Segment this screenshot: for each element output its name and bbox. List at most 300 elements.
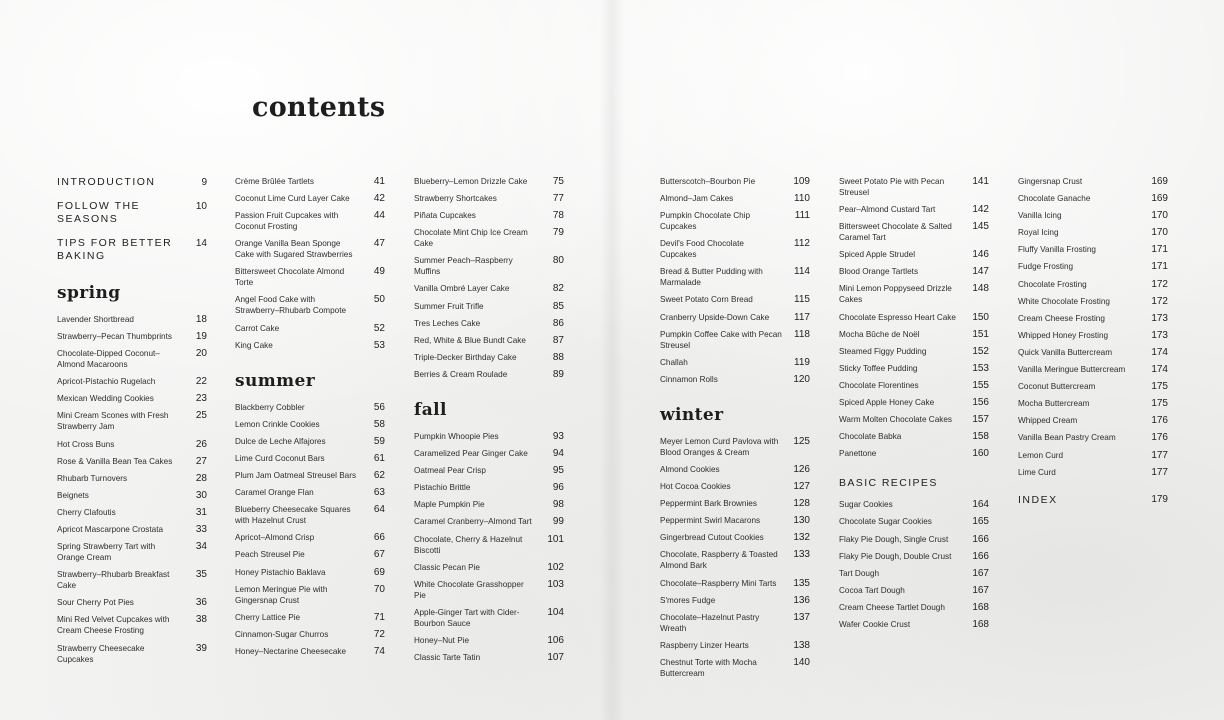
page-number: 166 bbox=[972, 533, 989, 545]
fall-list bbox=[414, 431, 564, 663]
recipe-title: Mexican Wedding Cookies bbox=[57, 394, 154, 404]
recipe-title: Pumpkin Chocolate Chip Cupcakes bbox=[660, 211, 751, 232]
recipe-title: Caramel Cranberry–Almond Tart bbox=[414, 517, 532, 527]
toc-entry bbox=[839, 363, 989, 374]
recipe-title: Apricot–Almond Crisp bbox=[235, 533, 315, 543]
page-number: 176 bbox=[1151, 415, 1168, 427]
recipe-title: Apricot Mascarpone Crostata bbox=[57, 525, 164, 535]
page-number: 33 bbox=[195, 524, 207, 536]
page-number: 72 bbox=[373, 628, 385, 640]
page-number: 166 bbox=[972, 550, 989, 562]
toc-entry bbox=[235, 584, 385, 606]
toc-entry bbox=[235, 323, 385, 334]
recipe-title: Flaky Pie Dough, Double Crust bbox=[839, 551, 952, 561]
toc-entry bbox=[57, 507, 207, 518]
toc-entry bbox=[660, 481, 810, 492]
recipe-title: Lemon Crinkle Cookies bbox=[235, 419, 320, 429]
toc-entry bbox=[839, 266, 989, 277]
page-number: 147 bbox=[972, 266, 989, 278]
toc-entry bbox=[414, 335, 564, 346]
recipe-title: Orange Vanilla Bean Sponge Cake with Sugared Strawberries bbox=[235, 239, 353, 260]
recipe-title: Pear–Almond Custard Tart bbox=[839, 205, 936, 215]
toc-entry bbox=[235, 470, 385, 481]
recipe-title: Chocolate-Dipped Coconut–Almond Macaroons bbox=[57, 349, 160, 370]
page-number: 103 bbox=[547, 578, 564, 590]
recipe-title: Pumpkin Whoopie Pies bbox=[414, 431, 499, 441]
page-number: 170 bbox=[1151, 210, 1168, 222]
recipe-title: Summer Peach–Raspberry Muffins bbox=[414, 256, 513, 277]
page-number: 56 bbox=[373, 401, 385, 413]
toc-entry bbox=[57, 456, 207, 467]
basic-recipes-list bbox=[839, 499, 989, 630]
fall-list-continued bbox=[660, 176, 810, 385]
recipe-title: Raspberry Linzer Hearts bbox=[660, 640, 749, 650]
page-number: 115 bbox=[794, 294, 810, 306]
toc-entry bbox=[660, 193, 810, 204]
page-number: 71 bbox=[373, 611, 385, 623]
page-number: 174 bbox=[1151, 364, 1168, 376]
recipe-title: Chocolate Frosting bbox=[1018, 279, 1087, 289]
toc-entry bbox=[839, 329, 989, 340]
page-number: 67 bbox=[373, 549, 385, 561]
toc-entry bbox=[57, 569, 207, 591]
front-matter-list bbox=[57, 176, 207, 263]
index-label: INDEX bbox=[1018, 493, 1058, 506]
front-matter-page: 10 bbox=[195, 201, 207, 212]
front-matter-label: INTRODUCTION bbox=[57, 176, 156, 188]
toc-entry bbox=[235, 238, 385, 260]
recipe-title: Pumpkin Coffee Cake with Pecan Streusel bbox=[660, 329, 782, 350]
recipe-title: Rose & Vanilla Bean Tea Cakes bbox=[57, 456, 173, 466]
recipe-title: Rhubarb Turnovers bbox=[57, 473, 128, 483]
front-matter-label: FOLLOW THE SEASONS bbox=[57, 200, 141, 225]
page-number: 50 bbox=[373, 294, 385, 306]
recipe-title: Lime Curd bbox=[1018, 467, 1056, 477]
recipe-title: Blueberry–Lemon Drizzle Cake bbox=[414, 177, 528, 186]
toc-entry bbox=[414, 193, 564, 204]
toc-entry bbox=[839, 568, 989, 579]
page-number: 117 bbox=[794, 311, 810, 323]
page-number: 27 bbox=[195, 455, 207, 467]
toc-entry bbox=[235, 294, 385, 316]
recipe-title: Bittersweet Chocolate & Salted Caramel Tart bbox=[839, 222, 952, 243]
page-number: 102 bbox=[547, 561, 564, 573]
summer-list-continued bbox=[414, 176, 564, 380]
toc-entry bbox=[660, 595, 810, 606]
page-number: 94 bbox=[552, 448, 564, 460]
page-number: 176 bbox=[1151, 432, 1168, 444]
page-number: 160 bbox=[972, 448, 989, 460]
index-page: 179 bbox=[1151, 493, 1168, 505]
recipe-title: White Chocolate Grasshopper Pie bbox=[414, 579, 524, 600]
recipe-title: Mini Lemon Poppyseed Drizzle Cakes bbox=[839, 284, 952, 305]
toc-entry bbox=[1018, 261, 1168, 272]
toc-entry bbox=[235, 340, 385, 351]
toc-entry bbox=[57, 314, 207, 325]
toc-entry bbox=[1018, 381, 1168, 392]
recipe-title: Chocolate Florentines bbox=[839, 380, 919, 390]
recipe-title: Hot Cross Buns bbox=[57, 439, 115, 449]
page-number: 140 bbox=[793, 656, 810, 668]
page-number: 152 bbox=[972, 345, 989, 357]
recipe-title: Almond Cookies bbox=[660, 464, 720, 474]
page-number: 93 bbox=[552, 430, 564, 442]
page-number: 175 bbox=[1151, 381, 1168, 393]
page-number: 99 bbox=[552, 516, 564, 528]
toc-entry bbox=[235, 402, 385, 413]
toc-entry bbox=[57, 490, 207, 501]
toc-entry bbox=[1018, 176, 1168, 187]
recipe-title: Cream Cheese Frosting bbox=[1018, 313, 1105, 323]
page-number: 41 bbox=[373, 176, 385, 187]
toc-entry bbox=[1018, 415, 1168, 426]
toc-entry bbox=[660, 176, 810, 187]
recipe-title: Whipped Cream bbox=[1018, 416, 1078, 426]
basic-recipes-list-continued bbox=[1018, 176, 1168, 478]
page-number: 86 bbox=[552, 317, 564, 329]
front-matter-page: 9 bbox=[201, 177, 207, 188]
toc-entry bbox=[414, 255, 564, 277]
recipe-title: Honey–Nectarine Cheesecake bbox=[235, 646, 347, 656]
recipe-title: Mocha Buttercream bbox=[1018, 399, 1090, 409]
page-number: 148 bbox=[972, 283, 989, 295]
toc-entry bbox=[839, 602, 989, 613]
page-number: 158 bbox=[972, 431, 989, 443]
recipe-title: Lavender Shortbread bbox=[57, 315, 134, 324]
recipe-title: Bread & Butter Pudding with Marmalade bbox=[660, 267, 763, 288]
page-number: 111 bbox=[794, 210, 810, 222]
recipe-title: Vanilla Icing bbox=[1018, 211, 1062, 221]
toc-entry bbox=[660, 498, 810, 509]
toc-entry bbox=[839, 585, 989, 596]
recipe-title: Mini Red Velvet Cupcakes with Cream Cheese Frosting bbox=[57, 615, 170, 636]
recipe-title: Honey Pistachio Baklava bbox=[235, 567, 326, 577]
recipe-title: Cocoa Tart Dough bbox=[839, 585, 905, 595]
page-number: 112 bbox=[794, 238, 810, 250]
toc-entry bbox=[839, 283, 989, 305]
toc-entry bbox=[839, 448, 989, 459]
section-heading-summer: summer bbox=[235, 370, 316, 391]
toc-entry bbox=[57, 524, 207, 535]
recipe-title: Honey–Nut Pie bbox=[414, 635, 470, 645]
recipe-title: Chocolate–Raspberry Mini Tarts bbox=[660, 578, 777, 588]
section-heading-basic-recipes: BASIC RECIPES bbox=[839, 477, 938, 490]
toc-entry bbox=[235, 453, 385, 464]
recipe-title: Carrot Cake bbox=[235, 323, 280, 333]
recipe-title: Tart Dough bbox=[839, 568, 880, 578]
page-number: 114 bbox=[794, 266, 810, 278]
toc-entry bbox=[414, 499, 564, 510]
toc-entry bbox=[235, 504, 385, 526]
recipe-title: Chocolate Mint Chip Ice Cream Cake bbox=[414, 228, 528, 249]
page-number: 128 bbox=[793, 498, 810, 510]
toc-entry bbox=[660, 312, 810, 323]
section-heading-spring: spring bbox=[57, 283, 121, 303]
recipe-title: Sour Cherry Pot Pies bbox=[57, 598, 134, 608]
recipe-title: Flaky Pie Dough, Single Crust bbox=[839, 534, 949, 544]
page-number: 20 bbox=[195, 348, 207, 360]
page-number: 135 bbox=[793, 577, 810, 589]
recipe-title: Chocolate, Cherry & Hazelnut Biscotti bbox=[414, 534, 523, 555]
page-number: 98 bbox=[552, 499, 564, 511]
toc-entry bbox=[1018, 432, 1168, 443]
recipe-title: Bittersweet Chocolate Almond Torte bbox=[235, 267, 345, 288]
recipe-title: Peppermint Bark Brownies bbox=[660, 499, 757, 509]
page-number: 130 bbox=[793, 515, 810, 527]
recipe-title: Maple Pumpkin Pie bbox=[414, 500, 485, 510]
toc-entry bbox=[660, 210, 810, 232]
toc-entry bbox=[414, 352, 564, 363]
page-number: 77 bbox=[552, 193, 564, 205]
toc-entry bbox=[1018, 279, 1168, 290]
page-number: 157 bbox=[972, 414, 989, 426]
recipe-title: Spiced Apple Strudel bbox=[839, 250, 916, 260]
recipe-title: Dulce de Leche Alfajores bbox=[235, 436, 326, 446]
toc-entry bbox=[57, 597, 207, 608]
page-number: 119 bbox=[794, 356, 810, 368]
page-number: 173 bbox=[1151, 329, 1168, 341]
recipe-title: Chocolate, Raspberry & Toasted Almond Bark bbox=[660, 550, 778, 571]
page-number: 35 bbox=[195, 569, 207, 581]
page-number: 53 bbox=[373, 339, 385, 351]
recipe-title: Summer Fruit Trifle bbox=[414, 301, 484, 311]
toc-entry bbox=[414, 227, 564, 249]
toc-column-2 bbox=[235, 176, 385, 663]
toc-entry bbox=[414, 562, 564, 573]
page-number: 78 bbox=[552, 210, 564, 222]
recipe-title: Meyer Lemon Curd Pavlova with Blood Oranges & Cream bbox=[660, 436, 779, 457]
recipe-title: Oatmeal Pear Crisp bbox=[414, 466, 486, 476]
recipe-title: Spiced Apple Honey Cake bbox=[839, 398, 935, 408]
toc-entry bbox=[1018, 347, 1168, 358]
toc-entry bbox=[235, 646, 385, 657]
page-number: 30 bbox=[195, 489, 207, 501]
toc-entry bbox=[235, 629, 385, 640]
page-number: 101 bbox=[547, 533, 564, 545]
recipe-title: Mini Cream Scones with Fresh Strawberry Jam bbox=[57, 411, 169, 432]
toc-entry bbox=[57, 614, 207, 636]
spring-list bbox=[57, 314, 207, 665]
recipe-title: Blood Orange Tartlets bbox=[839, 267, 919, 277]
recipe-title: Devil's Food Chocolate Cupcakes bbox=[660, 239, 744, 260]
recipe-title: Strawberry Cheesecake Cupcakes bbox=[57, 643, 145, 664]
recipe-title: Caramelized Pear Ginger Cake bbox=[414, 449, 528, 459]
toc-entry bbox=[839, 534, 989, 545]
recipe-title: Cherry Lattice Pie bbox=[235, 612, 301, 622]
page-number: 87 bbox=[552, 334, 564, 346]
page-number: 74 bbox=[373, 645, 385, 657]
page-number: 18 bbox=[195, 314, 207, 325]
front-matter-entry bbox=[57, 200, 207, 226]
page-number: 168 bbox=[972, 601, 989, 613]
toc-entry bbox=[235, 266, 385, 288]
page-number: 62 bbox=[373, 470, 385, 482]
recipe-title: Apple-Ginger Tart with Cider-Bourbon Sauce bbox=[414, 607, 520, 628]
page-number: 22 bbox=[195, 376, 207, 388]
toc-entry bbox=[660, 515, 810, 526]
toc-entry bbox=[235, 193, 385, 204]
toc-entry bbox=[660, 578, 810, 589]
page-number: 96 bbox=[552, 482, 564, 494]
toc-entry bbox=[839, 346, 989, 357]
toc-entry bbox=[414, 369, 564, 380]
toc-entry bbox=[660, 532, 810, 543]
toc-entry bbox=[839, 431, 989, 442]
page-number: 31 bbox=[195, 506, 207, 518]
recipe-title: Lemon Curd bbox=[1018, 450, 1064, 460]
toc-entry bbox=[235, 419, 385, 430]
recipe-title: Hot Cocoa Cookies bbox=[660, 482, 731, 492]
recipe-title: Chestnut Torte with Mocha Buttercream bbox=[660, 657, 757, 678]
toc-entry bbox=[57, 393, 207, 404]
page-number: 28 bbox=[195, 472, 207, 484]
recipe-title: Strawberry–Rhubarb Breakfast Cake bbox=[57, 570, 170, 591]
front-matter-entry bbox=[57, 237, 207, 263]
toc-entry bbox=[414, 283, 564, 294]
page-number: 36 bbox=[195, 597, 207, 609]
page-number: 39 bbox=[195, 642, 207, 654]
recipe-title: King Cake bbox=[235, 340, 273, 350]
spring-list-continued bbox=[235, 176, 385, 351]
toc-entry bbox=[1018, 467, 1168, 478]
page-number: 126 bbox=[793, 463, 810, 475]
recipe-title: Sweet Potato Pie with Pecan Streusel bbox=[839, 177, 945, 197]
page-number: 138 bbox=[793, 639, 810, 651]
recipe-title: Cherry Clafoutis bbox=[57, 507, 116, 517]
recipe-title: Chocolate Babka bbox=[839, 432, 902, 442]
section-heading-fall: fall bbox=[414, 399, 447, 420]
page-number: 169 bbox=[1151, 176, 1168, 187]
page-number: 107 bbox=[547, 651, 564, 663]
recipe-title: Peach Streusel Pie bbox=[235, 550, 305, 560]
toc-entry bbox=[660, 436, 810, 458]
page-number: 61 bbox=[373, 452, 385, 464]
recipe-title: Gingersnap Crust bbox=[1018, 177, 1083, 186]
toc-entry bbox=[235, 210, 385, 232]
recipe-title: Vanilla Meringue Buttercream bbox=[1018, 365, 1126, 375]
toc-entry bbox=[839, 516, 989, 527]
index-entry bbox=[1018, 494, 1168, 506]
page-number: 110 bbox=[794, 193, 810, 205]
toc-entry bbox=[839, 380, 989, 391]
page-number: 170 bbox=[1151, 227, 1168, 239]
recipe-title: Cranberry Upside-Down Cake bbox=[660, 312, 770, 322]
page-number: 109 bbox=[793, 176, 810, 187]
page-number: 172 bbox=[1151, 295, 1168, 307]
recipe-title: Apricot-Pistachio Rugelach bbox=[57, 377, 156, 387]
page-number: 168 bbox=[972, 618, 989, 630]
toc-entry bbox=[839, 204, 989, 215]
recipe-title: Vanilla Ombré Layer Cake bbox=[414, 284, 510, 294]
toc-entry bbox=[57, 331, 207, 342]
recipe-title: Wafer Cookie Crust bbox=[839, 619, 911, 629]
toc-entry bbox=[414, 607, 564, 629]
page-number: 133 bbox=[793, 549, 810, 561]
recipe-title: Panettone bbox=[839, 449, 877, 459]
toc-entry bbox=[839, 499, 989, 510]
page-number: 174 bbox=[1151, 346, 1168, 358]
recipe-title: Angel Food Cake with Strawberry–Rhubarb Compote bbox=[235, 295, 347, 316]
toc-entry bbox=[660, 640, 810, 651]
page-number: 25 bbox=[195, 410, 207, 422]
toc-entry bbox=[414, 652, 564, 663]
toc-entry bbox=[1018, 244, 1168, 255]
recipe-title: Red, White & Blue Bundt Cake bbox=[414, 335, 526, 345]
page-number: 173 bbox=[1151, 312, 1168, 324]
recipe-title: Caramel Orange Flan bbox=[235, 488, 314, 498]
toc-entry bbox=[839, 221, 989, 243]
page-number: 175 bbox=[1151, 398, 1168, 410]
page-number: 52 bbox=[373, 322, 385, 334]
page-number: 95 bbox=[552, 465, 564, 477]
page-number: 79 bbox=[552, 227, 564, 239]
page-number: 137 bbox=[793, 611, 810, 623]
page-number: 70 bbox=[373, 583, 385, 595]
toc-entry bbox=[660, 266, 810, 288]
toc-entry bbox=[235, 549, 385, 560]
page-number: 153 bbox=[972, 362, 989, 374]
page-number: 127 bbox=[793, 481, 810, 493]
page-number: 82 bbox=[552, 283, 564, 295]
recipe-title: Cinnamon-Sugar Churros bbox=[235, 629, 329, 639]
recipe-title: Butterscotch–Bourbon Pie bbox=[660, 177, 756, 186]
recipe-title: Challah bbox=[660, 357, 688, 367]
page-number: 19 bbox=[195, 331, 207, 343]
toc-entry bbox=[414, 534, 564, 556]
toc-entry bbox=[57, 348, 207, 370]
toc-entry bbox=[57, 643, 207, 665]
recipe-title: Steamed Figgy Pudding bbox=[839, 346, 927, 356]
page-number: 75 bbox=[552, 176, 564, 187]
recipe-title: Coconut Lime Curd Layer Cake bbox=[235, 194, 350, 204]
toc-entry bbox=[660, 357, 810, 368]
front-matter-label: TIPS FOR BETTER BAKING bbox=[57, 237, 173, 262]
recipe-title: Chocolate Sugar Cookies bbox=[839, 517, 932, 527]
toc-entry bbox=[235, 532, 385, 543]
page-number: 66 bbox=[373, 532, 385, 544]
toc-column-6 bbox=[1018, 176, 1168, 506]
page-number: 167 bbox=[972, 584, 989, 596]
recipe-title: Vanilla Bean Pastry Cream bbox=[1018, 433, 1116, 443]
toc-entry bbox=[1018, 450, 1168, 461]
page-number: 155 bbox=[972, 379, 989, 391]
page-number: 104 bbox=[547, 606, 564, 618]
recipe-title: Blueberry Cheesecake Squares with Hazelnut Crust bbox=[235, 505, 351, 526]
recipe-title: Whipped Honey Frosting bbox=[1018, 330, 1109, 340]
recipe-title: Sugar Cookies bbox=[839, 500, 893, 510]
recipe-title: Warm Molten Chocolate Cakes bbox=[839, 415, 952, 425]
toc-entry bbox=[839, 551, 989, 562]
recipe-title: Almond–Jam Cakes bbox=[660, 194, 734, 204]
page-number: 125 bbox=[793, 435, 810, 447]
recipe-title: Chocolate–Hazelnut Pastry Wreath bbox=[660, 612, 760, 633]
toc-entry bbox=[414, 516, 564, 527]
page-number: 42 bbox=[373, 193, 385, 205]
recipe-title: Lime Curd Coconut Bars bbox=[235, 453, 325, 463]
toc-entry bbox=[660, 549, 810, 571]
recipe-title: Chocolate Espresso Heart Cake bbox=[839, 312, 956, 322]
recipe-title: Gingerbread Cutout Cookies bbox=[660, 533, 764, 543]
toc-entry bbox=[1018, 313, 1168, 324]
page-number: 49 bbox=[373, 266, 385, 278]
page-number: 150 bbox=[972, 311, 989, 323]
toc-entry bbox=[414, 301, 564, 312]
page-number: 156 bbox=[972, 397, 989, 409]
page-number: 80 bbox=[552, 255, 564, 267]
recipe-title: Sticky Toffee Pudding bbox=[839, 363, 918, 373]
toc-column-5 bbox=[839, 176, 989, 636]
winter-list-continued bbox=[839, 176, 989, 459]
